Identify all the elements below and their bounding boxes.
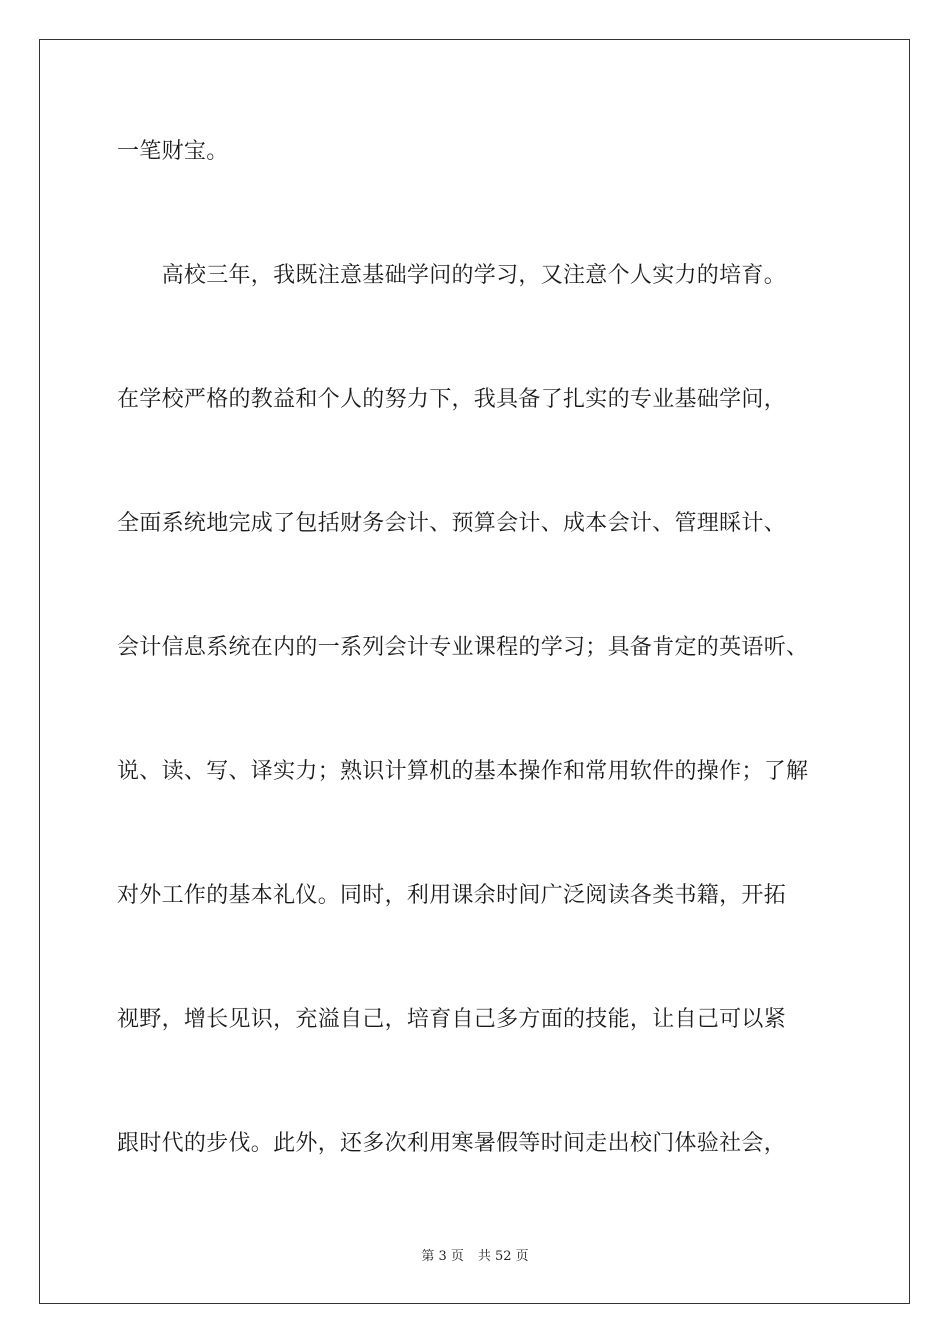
text-line-7: 对外工作的基本礼仪。同时，利用课余时间广泛阅读各类书籍，开拓 (117, 883, 787, 908)
page-number: 第 3 页 (421, 1249, 464, 1264)
text-line-1: 一笔财宝。 (117, 139, 229, 164)
text-line-6: 说、读、写、译实力；熟识计算机的基本操作和常用软件的操作；了解 (117, 759, 809, 784)
page-total: 共 52 页 (477, 1249, 529, 1264)
text-line-2: 高校三年，我既注意基础学问的学习，又注意个人实力的培育。 (117, 263, 787, 288)
page-border (39, 39, 910, 1304)
text-line-8: 视野，增长见识，充溢自己，培育自己多方面的技能，让自己可以紧 (117, 1007, 787, 1032)
page-footer (0, 1248, 950, 1266)
text-line-3: 在学校严格的教益和个人的努力下，我具备了扎实的专业基础学问， (117, 387, 787, 412)
text-line-5: 会计信息系统在内的一系列会计专业课程的学习；具备肯定的英语听、 (117, 635, 809, 660)
text-line-4: 全面系统地完成了包括财务会计、预算会计、成本会计、管理睬计、 (117, 511, 787, 536)
text-line-9: 跟时代的步伐。此外，还多次利用寒暑假等时间走出校门体验社会， (117, 1131, 787, 1156)
